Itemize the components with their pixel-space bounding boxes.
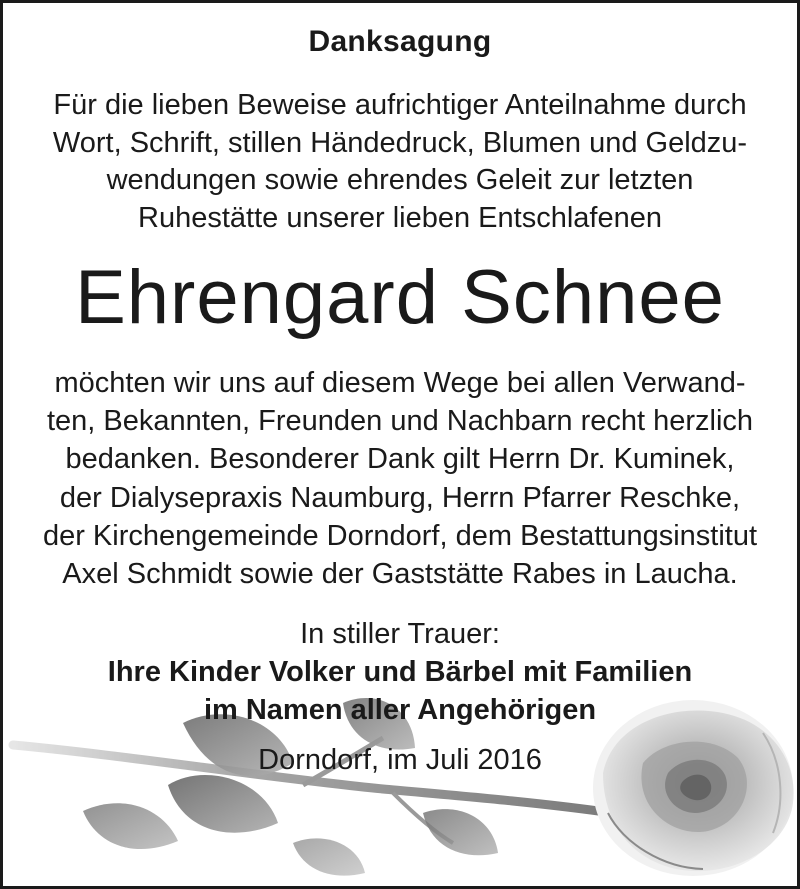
intro-line: Wort, Schrift, stillen Händedruck, Blumen und Geldzu- (52, 126, 748, 159)
body-line: bedanken. Besonderer Dank gilt Herrn Dr. Kuminek, (65, 443, 735, 476)
place-date: Dorndorf, im Juli 2016 (258, 744, 542, 776)
intro-line: Ruhestätte unserer lieben Entschlafenen (138, 201, 662, 234)
signature-relatives: im Namen aller Angehörigen (203, 694, 597, 726)
signature-intro: In stiller Trauer: (300, 618, 500, 650)
deceased-name: Ehrengard Schnee (75, 255, 725, 340)
body-line: der Kirchengemeinde Dorndorf, dem Bestattungsinstitut (42, 519, 758, 552)
thanks-paragraph (3, 364, 797, 593)
body-line: der Dialysepraxis Naumburg, Herrn Pfarrer Reschke, (59, 481, 741, 514)
body-line: ten, Bekannten, Freunden und Nachbarn recht herzlich (46, 405, 754, 438)
signature-family: Ihre Kinder Volker und Bärbel mit Familien (107, 656, 693, 688)
heading-title: Danksagung (308, 25, 492, 58)
intro-line: Für die lieben Beweise aufrichtiger Anteilnahme durch (53, 89, 747, 121)
body-line: Axel Schmidt sowie der Gaststätte Rabes in Laucha. (62, 558, 738, 591)
signature-block (3, 615, 797, 729)
intro-line: wendungen sowie ehrendes Geleit zur letzten (106, 164, 694, 196)
body-line: möchten wir uns auf diesem Wege bei allen Verwand- (54, 367, 746, 399)
intro-paragraph (3, 87, 797, 237)
